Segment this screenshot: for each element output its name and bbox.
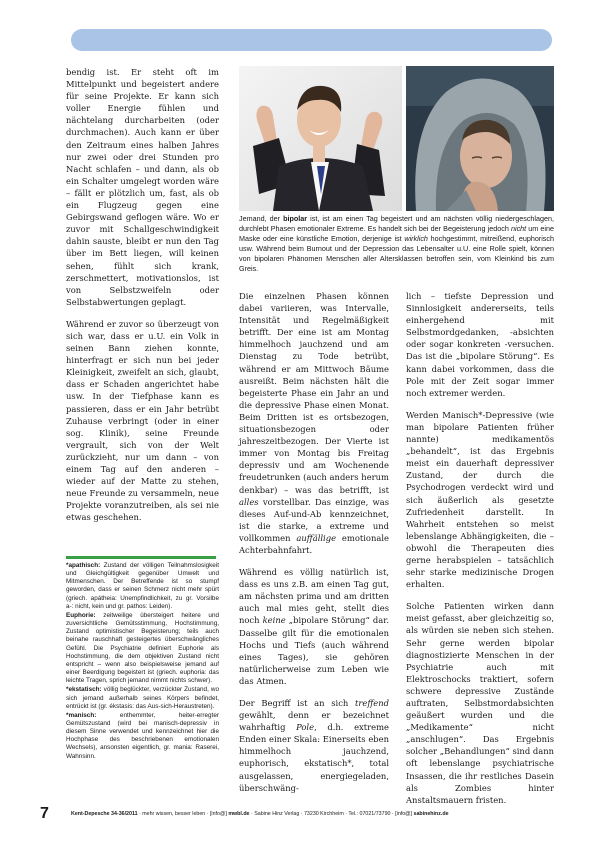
photo-cheering-man bbox=[239, 66, 402, 211]
glossary-divider bbox=[66, 556, 216, 559]
image-caption bbox=[239, 214, 554, 273]
footer-text: · mehr wissen, besser leben · [info@] bbox=[137, 811, 229, 817]
paragraph bbox=[239, 290, 389, 556]
article-column-3 bbox=[406, 290, 554, 816]
text: vorstellbar. Das einzige, was dieses Auf-und-Ab kennzeichnet, ist die starke, a extreme und vollkommen bbox=[239, 496, 389, 543]
caption-text: Jemand, der bbox=[239, 214, 284, 223]
glossary-definition: enthemmter, heiter-erregter Gemütszustand (wird bei manisch-depressiv in diesem Sinne verwendet und kennzeichnet hier die Hochphase des beschriebenen emotionalen Wechsels), ansonsten eigentlich, gr. mania: Raserei, Wahnsinn. bbox=[66, 711, 219, 760]
paragraph bbox=[239, 566, 389, 687]
header-bar bbox=[71, 29, 552, 51]
text: Der Begriff ist an sich bbox=[239, 698, 356, 708]
text: Die einzelnen Phasen können dabei variieren, was Intervalle, Intensität und Regelmäßigkeit betrifft. Der eine ist am Montag himmelhoch jauchzend und am Dienstag zu Tode betrübt, während er am Mittwoch Bäume ausreißt. Beim nächsten hält die begeisterte Phase ein Jahr an und die depressive Phase einen Monat. Beim Dritten ist es ortsbezogen, situationsbezogen oder jahreszeitbezogen. Der Vierte ist immer von Montag bis Freitag depressiv und am Wochenende freudetrunken (auch anders herum denkbar) – was das betrifft, ist bbox=[239, 291, 389, 495]
page-number: 7 bbox=[40, 805, 49, 822]
footer-text: · Sabine Hinz Verlag · 73230 Kirchheim · Tel.: 07021/73790 · [info@] bbox=[249, 811, 414, 817]
glossary-definition: zeitweilige übersteigert heitere und zuversichtliche Gemütsstimmung, Hochstimmung, Zustand optimistischer Begeisterung; teils auch beinahe rauschhaft gesteigertes überschwängliches Gefühl. Die Psychiatrie definiert Euphorie als Hochstimmung, die dem objektiven Zustand nicht entspricht – wenn also beispielsweise jemand auf einer Beerdigung begeistert ist (griech. euphoria: das leichte Tragen, sprich jemand nimmt nichts schwer). bbox=[66, 611, 219, 685]
paragraph: bendig ist. Er steht oft im Mittelpunkt und begeistert andere für seine Projekte. Er kann sich voller Energie fühlen und nächtelang durcharbeiten (oder durchmachen). Auch kann er über den Zeitraum eines halben Jahres nur zwei oder drei Stunden pro Nacht schlafen – und dann, als ob ein Schalter umgelegt worden wäre – fällt er plötzlich um, fast, als ob ein Flugzeug gegen eine Gebirgswand geflogen wäre. Wo er zuvor mit Schallgeschwindigkeit dahin sauste, bleibt er nun den Tag über im Bett liegen, will keinen sehen, fühlt sich krank, zerschmettert, motivationslos, ist von Selbstzweifeln oder Selbstabwertungen geplagt. bbox=[66, 67, 219, 307]
paragraph: Während er zuvor so überzeugt von sich war, dass er u.U. ein Volk in seinen Bann ziehen konnte, hinterfragt er sich nun bei jeder Kleinigkeit, zweifelt an sich, glaubt, dass er Schaden angerichtet habe usw. In der Tiefphase kann es passieren, dass er ein Jahr betrübt Zuhause verbringt (oder in einer sog. Klinik), seine Freunde vergrault, sich von der Welt zurückzieht, nur um dann – von einem Tag auf den anderen – wieder auf der Matte zu stehen, neue Freunde zu versammeln, neue Projekte voranzutreiben, als sei nie etwas geschehen. bbox=[66, 318, 219, 523]
glossary-entry bbox=[66, 562, 219, 611]
article-column-2 bbox=[239, 290, 389, 804]
glossary-term: Euphorie: bbox=[66, 611, 96, 619]
paragraph: Solche Patienten wirken dann meist gefasst, aber gleichzeitig so, als würden sie neben sich stehen. Sehr gerne werden bipolar diagnostizierte Menschen in der Psychiatrie auch mit Elektroschocks traktiert, sofern schwere depressive Zustände auftraten, Selbstmordabsichten geäußert wurden und die „Medikamente“ nicht „anschlugen“. Das Ergebnis solcher „Behandlungen“ sind dann oft lebenslange psychiatrische Insassen, die ihr restliches Dasein als Zombies hinter Anstaltsmauern fristen. bbox=[406, 601, 554, 805]
caption-italic: nicht bbox=[510, 223, 527, 233]
text: gewählt, denn er bezeichnet wahrhaftig bbox=[239, 710, 389, 733]
text: „bipolare Störung“ dar. Dasselbe gilt für die emotionalen Hochs und Tiefs (auch während eines Tages), sie gehören natürlicherweise zum Leben wie das Atmen. bbox=[239, 615, 390, 686]
italic-text: keine bbox=[262, 615, 286, 626]
glossary-box bbox=[66, 562, 219, 762]
italic-text: alles bbox=[239, 496, 259, 507]
glossary-definition: Zustand der völligen Teilnahmslosigkeit und Gleichgültigkeit gegenüber Umwelt und Mitmenschen. Der Betreffende ist so stumpf geworden, dass er seinen Schmerz nicht mehr spürt (griech. apátheia: Unempfindlichkeit, zu gr. Vorsilbe a-: nicht, kein und gr. pathos: Leiden). bbox=[66, 562, 219, 610]
footer-website[interactable]: sabinehinz.de bbox=[413, 811, 449, 817]
paragraph: Werden Manisch*-Depressive (wie man bipolare Patienten früher nannte) medikamentös „behandelt“, ist das Ergebnis meist ein dauerhaft depressiver Zustand, der durch die Psychodrogen verdeckt wird und sich äußerlich als gesetzte Zufriedenheit darstellt. In Wahrheit entstehen so meist lebenslange Abhängigkeiten, die – obwohl die Therapeuten dies gerne herabspielen – tatsächlich sehr starke medizinische Drogen erhalten. bbox=[406, 409, 554, 590]
caption-text: ist, ist am einen Tag begeistert und am nächsten völlig niedergeschlagen, durchlebt Phasen emotionaler Extreme. Es handelt sich bei der Begeisterung jedoch bbox=[239, 214, 555, 233]
glossary-entry bbox=[66, 712, 219, 761]
caption-italic: wirklich bbox=[404, 233, 428, 243]
glossary-entry bbox=[66, 612, 219, 685]
caption-bold: bipolar bbox=[283, 214, 308, 223]
paragraph bbox=[239, 697, 389, 794]
paragraph: lich – tiefste Depression und Sinnlosigkeit andererseits, teils einhergehend mit Selbstmordgedanken, -absichten oder sogar konkreten -versuchen. Das ist die „bipolare Störung“. Es kann dabei vorkommen, dass die Pole mit der Zeit sogar immer noch extremer werden. bbox=[406, 291, 554, 398]
glossary-term: *apathisch: bbox=[66, 562, 101, 569]
glossary-definition: völlig beglückter, verzückter Zustand, wo sich jemand außerhalb seines Körpers befindet, entrückt ist (gr. ékstasis: das Aus-sich-Heraustreten). bbox=[66, 686, 219, 710]
footer-website[interactable]: mwbl.de bbox=[228, 811, 250, 817]
glossary-term: *ekstatisch: bbox=[66, 686, 102, 694]
text: , d.h. extreme Enden einer Skala: Einerseits eben himmelhoch jauchzend, euphorisch, ekstatisch*, total ausgelassen, energiegeladen, überschwäng- bbox=[239, 722, 389, 793]
text: emotionale Achterbahnfahrt. bbox=[239, 532, 389, 555]
caption-text: um eine Maske oder eine künstliche Emotion, derjenige ist bbox=[239, 223, 554, 243]
italic-text: auffällige bbox=[296, 532, 337, 543]
page-footer bbox=[71, 811, 555, 817]
glossary-entry bbox=[66, 686, 219, 710]
caption-text: hochgestimmt, mitreißend, euphorisch usw. Während beim Burnout und der Depression das Lebensalter u.U. eine Rolle spielt, können von bipolaren Phänomen Menschen aller Altersklassen betroffen sein, vom Kleinkind bis zum Greis. bbox=[239, 233, 554, 273]
text: Während es völlig natürlich ist, dass es uns z.B. am einen Tag gut, am nächsten prima und am dritten auch mal mies geht, stellt dies noch bbox=[239, 567, 389, 626]
italic-text: treffend bbox=[355, 698, 389, 708]
photo-sad-teen bbox=[406, 66, 554, 211]
footer-publication: Kent-Depesche 34-36/2011 bbox=[71, 811, 138, 817]
italic-text: Pole bbox=[296, 722, 315, 733]
glossary-term: *manisch: bbox=[66, 711, 97, 719]
article-column-1 bbox=[66, 66, 219, 533]
